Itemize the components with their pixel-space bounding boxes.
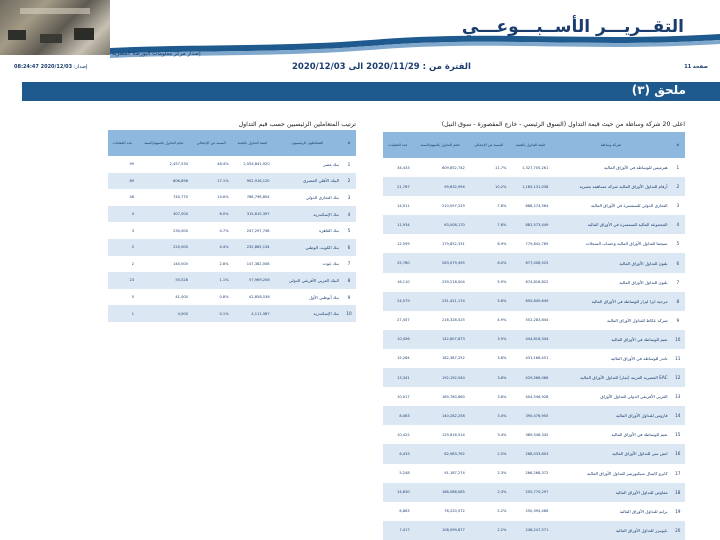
numeric-cell: 2.5% — [468, 444, 510, 463]
numeric-cell: 16,110 — [397, 280, 410, 285]
right-table-title: اعلى 20 شركة وساطة من حيث قيمة التداول (السوق الرئيسي - خارج المقصورة - سوق النيل) — [441, 121, 685, 128]
numeric-cell: 6,863 — [399, 509, 410, 514]
numeric-cell: 4 — [108, 206, 137, 223]
numeric-cell: 220,000 — [137, 239, 191, 256]
table-row — [383, 464, 685, 483]
page-number: صفحة 11 — [684, 64, 708, 70]
numeric-cell: 3.6% — [497, 394, 507, 399]
numeric-cell: 882,573,449 — [509, 215, 551, 234]
numeric-cell: 15,264 — [397, 356, 410, 361]
row-index: 6 — [342, 239, 356, 256]
table-row — [108, 305, 356, 322]
left-table-title: ترتيب المتعاملين الرئيسيين حسب قيم التداول — [238, 121, 356, 128]
numeric-cell: 902,916,120 — [232, 173, 273, 190]
numeric-cell: 4,000 — [137, 305, 191, 322]
numeric-cell: 3.9% — [468, 330, 510, 349]
section-bar — [22, 82, 720, 101]
row-index: 9 — [347, 294, 351, 300]
table-row — [108, 156, 356, 173]
numeric-cell: 288,033,803 — [509, 444, 551, 463]
column-header: شركة وساطة — [551, 132, 670, 158]
numeric-cell: 17.1% — [191, 173, 232, 190]
numeric-cell: 99 — [129, 162, 135, 167]
meta-row — [0, 60, 720, 74]
table-row — [108, 256, 356, 273]
row-index: 15 — [675, 432, 681, 438]
numeric-cell: 779,842,789 — [525, 241, 549, 246]
numeric-cell: 108,099,877 — [413, 521, 468, 540]
row-index: 2 — [342, 173, 356, 190]
column-header: عدد العمليات — [383, 132, 413, 158]
numeric-cell: 63,008,170 — [413, 215, 468, 234]
entity-name: بنك الكويت الوطني — [273, 239, 342, 256]
row-index: 9 — [676, 317, 680, 323]
table-row — [383, 196, 685, 215]
entity-name: بنك أبوظبي الأول — [309, 294, 339, 300]
entity-name: بلتون للتداول الأوراق المالية — [619, 279, 668, 285]
numeric-cell: 42,858,536 — [249, 295, 270, 300]
table-row — [383, 444, 685, 463]
numeric-cell: 431,168,451 — [525, 356, 549, 361]
numeric-cell: 248,247,571 — [509, 521, 551, 540]
numeric-cell: 307,000 — [137, 206, 191, 223]
entity-name: نعيم للوساطة في الأوراق المالية — [611, 432, 668, 438]
numeric-cell: 255,770,297 — [509, 483, 551, 502]
row-index: 16 — [671, 444, 685, 463]
row-index: 10 — [671, 330, 685, 349]
column-header: النسبة من الإجمالي — [468, 132, 510, 158]
numeric-cell: 315,610,397 — [232, 206, 273, 223]
numeric-cell: 10.2% — [468, 177, 510, 196]
numeric-cell: 8,463 — [383, 406, 413, 425]
numeric-cell: 3 — [131, 228, 135, 233]
numeric-cell: 25,780 — [383, 253, 413, 272]
report-title: التقــريـــر الأســبـــوعـــي — [461, 17, 684, 37]
table-row — [108, 173, 356, 190]
table-row — [383, 177, 685, 196]
entity-name: بلتون للتداول الأوراق المالية — [551, 253, 670, 272]
numeric-cell: 3.4% — [497, 432, 507, 437]
numeric-cell: 674,818,822 — [525, 280, 549, 285]
row-index: 3 — [676, 203, 680, 209]
numeric-cell: 186,086,085 — [413, 483, 468, 502]
numeric-cell: 11.7% — [495, 165, 507, 170]
numeric-cell: 6.9% — [497, 241, 507, 246]
numeric-cell: 62,983,762 — [413, 444, 468, 463]
table-row — [108, 189, 356, 206]
numeric-cell: 0.1% — [191, 305, 232, 322]
row-index: 1 — [347, 161, 351, 167]
numeric-cell: 140,000 — [173, 261, 188, 266]
numeric-cell: 552,283,844 — [525, 318, 549, 323]
table-row — [383, 521, 685, 540]
column-header: المتعاملون الرئيسيون — [273, 130, 342, 156]
numeric-cell: 5.9% — [497, 280, 507, 285]
numeric-cell: 7.8% — [468, 215, 510, 234]
numeric-cell: 768,796,804 — [246, 195, 270, 200]
entity-name: بايونيرز للتداول الأوراق المالية — [551, 521, 670, 540]
numeric-cell: 216,328,525 — [441, 318, 465, 323]
numeric-cell: 14.6% — [217, 195, 229, 200]
numeric-cell: 11,934 — [383, 215, 413, 234]
entity-name: سيجما للتداول الأوراق المالية وحساب السجلات — [585, 241, 668, 247]
table-row — [383, 215, 685, 234]
numeric-cell: 182,387,252 — [441, 356, 465, 361]
numeric-cell: 12,599 — [397, 241, 410, 246]
entity-name: ثاندر للوساطة في الأوراق المالية — [610, 355, 668, 361]
numeric-cell: 2 — [108, 239, 137, 256]
entity-name: بنك عوده — [322, 261, 339, 267]
numeric-cell: 6.0% — [468, 253, 510, 272]
report-banner — [0, 0, 720, 58]
numeric-cell: 2.8% — [219, 261, 229, 266]
numeric-cell: 48 — [129, 195, 135, 200]
numeric-cell: 266,268,372 — [525, 471, 549, 476]
numeric-cell: 4.9% — [497, 318, 507, 323]
row-index: 7 — [676, 279, 680, 285]
entity-name: مفاوض للتداول الأوراق المالية — [551, 483, 670, 502]
column-header: عدد العمليات — [108, 130, 137, 156]
entity-name: التجاري الدولي للسمسرة في الأوراق المالية — [591, 203, 668, 209]
table-row — [383, 292, 685, 311]
numeric-cell: 232,865,134 — [232, 239, 273, 256]
top-traders-table — [108, 130, 356, 322]
table-row — [108, 206, 356, 223]
numeric-cell: 10,456 — [383, 330, 413, 349]
numeric-cell: 404,546,928 — [525, 394, 549, 399]
row-index: 17 — [675, 470, 681, 476]
numeric-cell: 2.2% — [468, 521, 510, 540]
row-index: 20 — [671, 521, 685, 540]
row-index: 19 — [675, 508, 681, 514]
entity-name: بنك القاهرة — [319, 228, 339, 234]
table-row — [383, 483, 685, 502]
numeric-cell: 34,433 — [397, 165, 410, 170]
column-header: قيمة التداول بالجنية — [232, 130, 273, 156]
column-header: # — [342, 130, 356, 156]
numeric-cell: 147,382,008 — [246, 261, 270, 266]
row-index: 8 — [671, 292, 685, 311]
numeric-cell: 263,079,495 — [413, 253, 468, 272]
entity-name: البنك الأهلي المصري — [273, 173, 342, 190]
entity-name: هيرميس للوساطة في الأوراق المالية — [604, 165, 668, 171]
numeric-cell: 89 — [108, 173, 137, 190]
numeric-cell: 230,000 — [173, 228, 188, 233]
numeric-cell: 444,816,344 — [509, 330, 551, 349]
numeric-cell: 4,111,987 — [232, 305, 273, 322]
numeric-cell: 210,097,229 — [441, 203, 465, 208]
column-header: حجم التداول بالسهم/السند — [137, 130, 191, 156]
table-header-row — [108, 130, 356, 156]
numeric-cell: 740,770 — [173, 195, 188, 200]
table-row — [108, 222, 356, 239]
numeric-cell: 7.8% — [497, 203, 507, 208]
report-period: الفترة من : 2020/11/29 الى 2020/12/03 — [292, 62, 471, 72]
numeric-cell: 2,457,534 — [169, 162, 188, 167]
numeric-cell: 23 — [108, 272, 137, 289]
table-row — [383, 273, 685, 292]
numeric-cell: 655,849,649 — [509, 292, 551, 311]
numeric-cell: 129,816,514 — [441, 432, 465, 437]
numeric-cell: 0.8% — [219, 295, 229, 300]
numeric-cell: 5.8% — [468, 292, 510, 311]
numeric-cell: 3.8% — [468, 368, 510, 387]
entity-name: EAC المصرية العربية (ثمار) للتداول الأوراق المالية — [551, 368, 670, 387]
table-row — [108, 239, 356, 256]
numeric-cell: 6.0% — [191, 206, 232, 223]
row-index: 4 — [671, 215, 685, 234]
numeric-cell: 6,433 — [383, 444, 413, 463]
numeric-cell: 57,969,206 — [232, 272, 273, 289]
numeric-cell: 169,780,860 — [441, 394, 465, 399]
entity-name: شركة عكاظ للتداول الأوراق المالية — [606, 317, 668, 323]
numeric-cell: 677,008,525 — [509, 253, 551, 272]
row-index: 11 — [675, 355, 681, 361]
numeric-cell: 888,274,564 — [525, 203, 549, 208]
numeric-cell: 21,767 — [383, 177, 413, 196]
table-row — [383, 349, 685, 368]
numeric-cell: 247,297,748 — [246, 228, 270, 233]
entity-name: بنك التجاري الدولي — [305, 194, 339, 200]
row-index: 4 — [342, 206, 356, 223]
table-row — [383, 368, 685, 387]
table-row — [108, 272, 356, 289]
numeric-cell: 1,165,131,038 — [509, 177, 551, 196]
table-row — [108, 289, 356, 306]
entity-name: فاروس للتداول الأوراق المالية — [551, 406, 670, 425]
table-row — [383, 330, 685, 349]
entity-name: المجموعة المالية للسمسرة في الأوراق المالية — [551, 215, 670, 234]
table-row — [383, 158, 685, 177]
row-index: 12 — [671, 368, 685, 387]
numeric-cell: 389,548,342 — [525, 432, 549, 437]
table-header-row — [383, 132, 685, 158]
table-row — [383, 253, 685, 272]
table-row — [383, 234, 685, 253]
entity-name: بنك مصر — [323, 161, 339, 167]
row-index: 10 — [342, 305, 356, 322]
issue-timestamp — [14, 64, 87, 70]
row-index: 7 — [347, 261, 351, 267]
numeric-cell: 1.1% — [191, 272, 232, 289]
row-index: 14 — [671, 406, 685, 425]
numeric-cell: 48.4% — [217, 162, 229, 167]
numeric-cell: 27,457 — [397, 318, 410, 323]
entity-name: العربي الأفريقي الدولي للتداول الأوراق — [600, 394, 668, 400]
numeric-cell: 192,192,540 — [413, 368, 468, 387]
numeric-cell: 231,421,174 — [413, 292, 468, 311]
table-row — [383, 311, 685, 330]
entity-name: بنك الإسكندرية — [273, 305, 342, 322]
top-brokers-table — [383, 132, 685, 540]
numeric-cell: 91,187,274 — [444, 471, 465, 476]
numeric-cell: 78,220,572 — [444, 509, 465, 514]
numeric-cell: 10,422 — [397, 432, 410, 437]
numeric-cell: 429,566,066 — [509, 368, 551, 387]
row-index: 6 — [671, 253, 685, 272]
row-index: 5 — [347, 228, 351, 234]
numeric-cell: 390,476,955 — [509, 406, 551, 425]
numeric-cell: 250,394,486 — [525, 509, 549, 514]
entity-name: بنك الإسكندرية — [273, 206, 342, 223]
row-index: 5 — [676, 241, 680, 247]
entity-name: برايم للتداول الأوراق المالية — [619, 508, 668, 514]
trading-floor-photo — [0, 0, 110, 55]
numeric-cell: 4.7% — [219, 228, 229, 233]
row-index: 18 — [671, 483, 685, 502]
numeric-cell: 24,579 — [383, 292, 413, 311]
numeric-cell: 41,000 — [175, 295, 188, 300]
issued-value: 2020/12/03 08:24:47 — [14, 64, 73, 70]
entity-name: مرجية ايزا ليزار للوساطة في الأوراق المالية — [551, 292, 670, 311]
numeric-cell: 3.4% — [468, 406, 510, 425]
table-row — [383, 502, 685, 521]
numeric-cell: 1 — [108, 305, 137, 322]
numeric-cell: 142,807,873 — [413, 330, 468, 349]
row-index: 2 — [671, 177, 685, 196]
entity-name: كايرو كابيتال سيكيوريتيز للتداول الأوراق المالية — [587, 470, 668, 476]
column-header: النسبة من الإجمالي — [191, 130, 232, 156]
table-row — [383, 387, 685, 406]
numeric-cell: 3.8% — [497, 356, 507, 361]
numeric-cell: 5,248 — [399, 471, 410, 476]
entity-name: البنك العربي الأفريقي الدولي — [273, 272, 342, 289]
numeric-cell: 2.3% — [468, 483, 510, 502]
numeric-cell: 2.2% — [497, 509, 507, 514]
numeric-cell: 55,528 — [137, 272, 191, 289]
numeric-cell: 239,218,004 — [441, 280, 465, 285]
entity-name: اتش سي للتداول الأوراق المالية — [551, 444, 670, 463]
entity-name: نعيم للوساطة في الأوراق المالية — [551, 330, 670, 349]
numeric-cell: 179,852,331 — [441, 241, 465, 246]
column-header: حجم التداول بالسهم/السند — [413, 132, 468, 158]
numeric-cell: 609,852,742 — [441, 165, 465, 170]
row-index: 1 — [676, 165, 680, 171]
numeric-cell: 14,830 — [383, 483, 413, 502]
column-header: # — [671, 132, 685, 158]
numeric-cell: 140,282,258 — [413, 406, 468, 425]
numeric-cell: 10,017 — [397, 394, 410, 399]
column-header: قيمة التداول بالجنية — [509, 132, 551, 158]
numeric-cell: 7,417 — [383, 521, 413, 540]
numeric-cell: 806,898 — [137, 173, 191, 190]
numeric-cell: 5 — [131, 295, 135, 300]
table-row — [383, 406, 685, 425]
numeric-cell: 4.4% — [191, 239, 232, 256]
row-index: 3 — [347, 194, 351, 200]
numeric-cell: 99,632,994 — [413, 177, 468, 196]
numeric-cell: 1,327,705,261 — [522, 165, 549, 170]
issued-label: إصدار: — [73, 64, 88, 70]
report-subtitle: إصدار مركز معلومات البورصة المصرية — [112, 51, 201, 57]
numeric-cell: 14,911 — [397, 203, 410, 208]
section-title: ملحق (٣) — [631, 83, 686, 97]
numeric-cell: 2,554,841,920 — [243, 162, 270, 167]
numeric-cell: 2.3% — [497, 471, 507, 476]
numeric-cell: 13,341 — [383, 368, 413, 387]
numeric-cell: 2 — [131, 261, 135, 266]
entity-name: أرقام للتداول الأوراق المالية شركة مساهمة مصرية — [551, 177, 670, 196]
row-index: 8 — [342, 272, 356, 289]
row-index: 13 — [675, 394, 681, 400]
table-row — [383, 425, 685, 444]
